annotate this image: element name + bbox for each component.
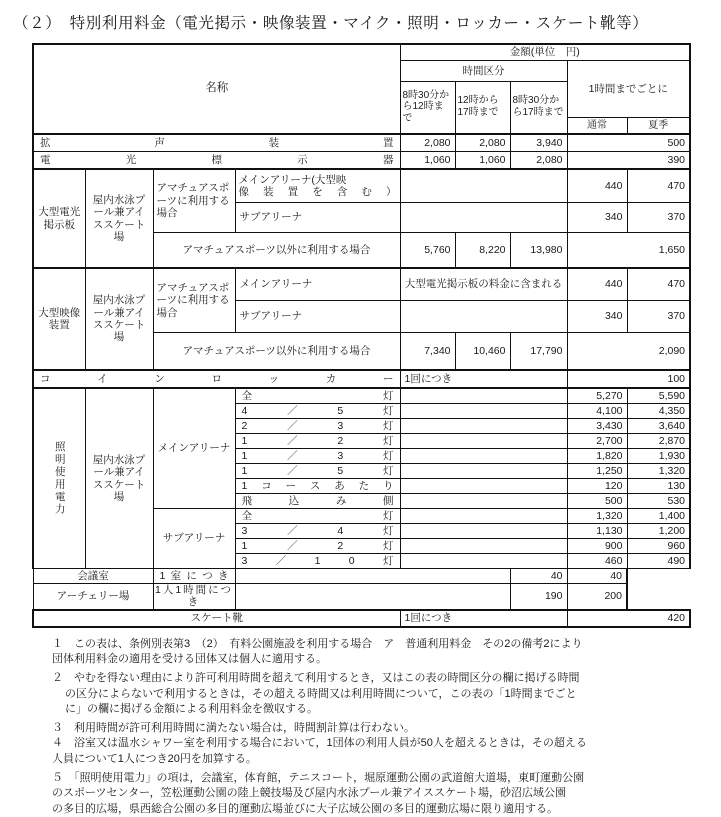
lm3-spread [236,435,400,447]
lighting-main-3-normal: 2,700 [567,434,627,449]
cl-char-3: ロ [211,372,222,385]
archery-label: アーチェリー場 [33,584,153,610]
lighting-sub-0-empty [400,509,567,524]
lighting-sub-2-normal: 900 [567,539,627,554]
archery-summer: 200 [567,584,627,610]
table-header [33,44,690,134]
header-row-1 [33,44,690,61]
lighting-main-1-summer: 4,350 [627,404,690,419]
header-hourly-normal: 通常 [567,118,627,135]
note-5-line-2: の多目的広場，県西総合公園の多目的運動広場並びに大子広域公園の多目的運動広場に限り適用する。 [52,802,558,815]
meeting-room-normal: 40 [510,569,567,584]
ma-char-4: を [312,186,323,198]
page-title: （２） 特別利用料金（電光掲示・映像装置・マイク・照明・ロッカー・スケート靴等） [13,15,649,32]
large-display-main-arena [235,169,400,203]
ls0-c0: 全 [241,509,252,522]
lm5-c2: 5 [337,464,344,477]
ls2-c1: ／ [287,539,298,552]
coin-locker-hourly: 100 [567,370,690,388]
note-3 [52,721,707,737]
lighting-main-5-empty [400,464,567,479]
lm6-c6: り [383,479,394,492]
meeting-room-unit [153,569,235,584]
note-4 [52,736,707,767]
lm6-c4: あ [334,479,345,492]
table-body [33,134,690,627]
ls3-c0: 3 [241,554,248,567]
mr-c3: つ [202,569,213,582]
ma-char-6: む [361,186,372,198]
lm1-c3: 灯 [382,404,394,417]
lm1-spread [236,405,400,417]
sign-char-2: 標 [211,153,222,166]
header-amount: 金額(単位 円) [400,44,690,61]
large-display-sub-time-empty [400,203,567,233]
facility-lighting: 屋内水泳プール兼アイススケート場 [85,388,153,569]
large-video-main-note: 大型電光掲示板の料金に含まれる [400,268,567,301]
note-2-line-1: の区分によらないで利用するときは，その超える時間又は利用時間について，この表の「1時間までごと [65,687,577,700]
amp-char-0: 拡 [40,136,51,149]
ls2-c2: 2 [337,539,344,552]
lm5-c1: ／ [287,464,298,477]
header-time-division: 時間区分 [400,61,567,82]
sign-char-3: 示 [297,153,308,166]
sign-t1: 1,060 [400,152,455,170]
lm7-c0: 飛 [241,494,252,507]
lm6-spread [236,480,400,492]
special-usage-fee-table [32,43,691,628]
group-large-video: 大型映像装置 [33,268,85,370]
lm3-c3: 灯 [382,434,394,447]
lm2-spread [236,420,400,432]
lm6-c5: た [358,479,370,492]
lighting-main-0-summer: 5,590 [627,388,690,404]
mr-c0: 1 [159,569,166,582]
lm7-c3: 側 [382,494,394,507]
lm0-c1: 灯 [383,389,394,402]
amp-char-2: 装 [268,136,280,149]
large-video-na-t1: 7,340 [400,333,455,371]
lm4-c3: 灯 [382,449,394,462]
coin-locker-unit: 1回につき [400,370,567,388]
lm0-spread [236,390,400,402]
lm4-c0: 1 [241,449,248,462]
lighting-sub-3-normal: 460 [567,554,627,569]
lighting-main-2-empty [400,419,567,434]
lighting-main-7-empty [400,494,567,509]
note-1-line-0: １ この表は、条例別表第3 （2） 有料公園施設を利用する場合 ア 普通利用料金 その2の備考2により [52,637,583,650]
lighting-label-wrap [34,441,85,516]
lighting-sub-1-summer: 1,200 [627,524,690,539]
ls0-c1: 灯 [383,509,394,522]
header-hourly: 1時間までごとに [567,61,690,118]
amp-t3: 3,940 [510,134,567,152]
note-5-line-0: ５ 「照明使用電力」の項は，会議室，体育館，テニスコート，堀原運動公園の武道館大道場，東町運動公園 [52,771,585,784]
note-5 [52,771,707,817]
large-video-sub-normal: 340 [567,301,627,333]
lighting-main-6-normal: 120 [567,479,627,494]
lighting-main-4-normal: 1,820 [567,449,627,464]
lighting-main-item-6 [235,479,400,494]
facility-large-display: 屋内水泳プール兼アイススケート場 [85,169,153,268]
meeting-room-empty [235,569,510,584]
lighting-sub-0-normal: 1,320 [567,509,627,524]
large-video-nonamateur-label: アマチュアスポーツ以外に利用する場合 [153,333,400,371]
ma-char-1: 像 [238,186,249,198]
main-arena-name-spread-2 [239,186,397,198]
amp-char-1: 声 [154,136,165,149]
lighting-sub-1-normal: 1,130 [567,524,627,539]
lm7-spread [236,495,400,507]
sign-t3: 2,080 [510,152,567,170]
ls2-c0: 1 [241,539,248,552]
lighting-main-0-empty [400,388,567,404]
large-video-na-t2: 10,460 [455,333,510,371]
large-display-nonamateur-label: アマチュアスポーツ以外に利用する場合 [153,233,400,269]
amplifier-name-spread [34,137,400,149]
lighting-main-item-3 [235,434,400,449]
lighting-sub-1-empty [400,524,567,539]
amp-char-3: 置 [382,136,394,149]
sign-hourly: 390 [567,152,690,170]
row-name-amplifier [33,134,400,152]
ma-char-5: 含 [336,186,348,198]
lighting-sub-item-1 [235,524,400,539]
lm3-c2: 2 [337,434,344,447]
large-video-sub-arena: サブアリーナ [235,301,400,333]
lighting-sub-item-3 [235,554,400,569]
lighting-main-7-summer: 530 [627,494,690,509]
lighting-main-5-normal: 1,250 [567,464,627,479]
large-display-na-t1: 5,760 [400,233,455,269]
lighting-main-6-empty [400,479,567,494]
large-video-sub-time-empty [400,301,567,333]
ls1-spread [236,525,400,537]
lm1-c1: ／ [287,404,298,417]
large-video-na-t3: 17,790 [510,333,567,371]
large-display-na-hourly: 1,650 [567,233,690,269]
large-video-sub-summer: 370 [627,301,690,333]
lm0-c0: 全 [241,389,252,402]
ls2-spread [236,540,400,552]
large-display-sub-normal: 340 [567,203,627,233]
lm4-c2: 3 [337,449,344,462]
table-row-amplifier [33,134,690,152]
lighting-sub-2-empty [400,539,567,554]
header-time-col-2: 12時から17時まで [455,81,510,134]
lm1-c0: 4 [241,404,248,417]
lm2-c1: ／ [287,419,298,432]
notes-section [0,637,721,817]
note-1-line-1: 団体利用料金の適用を受ける団体又は個人に適用する。 [52,653,327,666]
archery-unit: 1人1時間につき [153,584,235,610]
lm3-c1: ／ [287,434,298,447]
lighting-main-3-empty [400,434,567,449]
large-display-sub-summer: 370 [627,203,690,233]
note-5-line-1: のスポーツセンター，笠松運動公園の陸上競技場及び屋内水泳プール兼アイススケート場，砂沼広域公園 [52,787,567,800]
lm5-spread [236,465,400,477]
cl-char-6: ー [382,372,394,385]
table-row-skate-shoes [33,610,690,627]
lighting-sub-3-empty [400,554,567,569]
skate-shoes-label: スケート靴 [33,610,400,627]
large-display-main-summer: 470 [627,169,690,203]
row-name-signboard [33,152,400,170]
large-video-na-hourly: 2,090 [567,333,690,371]
ls1-c2: 4 [337,524,344,537]
cl-char-2: ン [154,372,165,385]
note-4-line-1: 人員について1人につき20円を加算する。 [52,753,257,766]
lighting-main-3-summer: 2,870 [627,434,690,449]
cl-char-0: コ [40,372,51,385]
ls1-c3: 灯 [382,524,394,537]
lighting-main-item-1 [235,404,400,419]
table-row-archery [33,584,690,610]
lm2-c0: 2 [241,419,248,432]
table-row-meeting-room [33,569,690,584]
mr-c4: き [217,569,229,582]
lm6-c1: コ [261,479,272,492]
header-time-col-1: 8時30分から12時まで [400,81,455,134]
lighting-main-5-summer: 1,320 [627,464,690,479]
skate-shoes-hourly: 420 [567,610,690,627]
lighting-main-item-4 [235,449,400,464]
lighting-sub-item-2 [235,539,400,554]
amp-t1: 2,080 [400,134,455,152]
large-display-na-t2: 8,220 [455,233,510,269]
lighting-main-item-2 [235,419,400,434]
ls1-c0: 3 [241,524,248,537]
ls3-c1: ／ [275,554,287,567]
ma-char-7: ） [385,186,397,198]
ma-char-3: 置 [287,186,299,198]
note-2-line-2: に」の欄に掲げる金額による利用料金を徴収する。 [65,703,318,716]
lighting-sub-arena-label: サブアリーナ [153,509,235,569]
lighting-main-item-0 [235,388,400,404]
large-video-main-arena: メインアリーナ [235,268,400,301]
amp-hourly: 500 [567,134,690,152]
lm3-c0: 1 [241,434,248,447]
lm2-c2: 3 [337,419,344,432]
header-time-col-3: 8時30分から17時まで [510,81,567,134]
group-lighting [33,388,85,569]
lm2-c3: 灯 [382,419,394,432]
lm1-c2: 5 [337,404,344,417]
ls3-c3: 0 [348,554,355,567]
lm5-c0: 1 [241,464,248,477]
ls3-spread [236,555,400,567]
large-video-amateur-label: アマチュアスポーツに利用する場合 [153,268,235,333]
large-display-main-time-empty [400,169,567,203]
sign-char-1: 光 [125,153,137,166]
mr-c1: 室 [170,569,182,582]
lighting-main-item-7 [235,494,400,509]
note-2-line-0: ２ やむを得ない理由により許可利用時間を超えて利用するとき，又はこの表の時間区分の欄に掲げる時間 [52,671,580,684]
group-large-display: 大型電光掲示板 [33,169,85,268]
fee-table-container [32,43,689,628]
sign-char-4: 器 [383,153,394,166]
lm5-c3: 灯 [382,464,394,477]
note-2 [52,671,707,718]
lm4-c1: ／ [287,449,298,462]
ls1-c1: ／ [287,524,298,537]
cl-char-4: ッ [268,372,280,385]
large-display-na-t3: 13,980 [510,233,567,269]
table-row-coin-locker [33,370,690,388]
ls0-spread [236,510,400,522]
lighting-main-2-normal: 3,430 [567,419,627,434]
lighting-main-2-summer: 3,640 [627,419,690,434]
lighting-main-4-summer: 1,930 [627,449,690,464]
lighting-sub-3-summer: 490 [627,554,690,569]
coin-locker-name-spread [34,373,400,385]
lighting-sub-item-0 [235,509,400,524]
note-4-line-0: ４ 浴室又は温水シャワー室を利用する場合において，1団体の利用人員が50人を超えるときは，その超える [52,737,587,750]
facility-large-video: 屋内水泳プール兼アイススケート場 [85,268,153,370]
archery-normal: 190 [510,584,567,610]
ls3-c4: 灯 [382,554,394,567]
lighting-main-7-normal: 500 [567,494,627,509]
amp-t2: 2,080 [455,134,510,152]
large-display-amateur-label: アマチュアスポーツに利用する場合 [153,169,235,233]
lighting-sub-2-summer: 960 [627,539,690,554]
header-name-column: 名称 [33,44,400,134]
mr-spread [154,570,235,582]
lighting-main-arena-label: メインアリーナ [153,388,235,509]
note-3-line-0: ３ 利用時間が許可利用時間に満たない場合は，時間割計算は行わない。 [52,721,415,734]
cl-char-1: イ [97,372,108,385]
row-name-coin-locker [33,370,400,388]
lighting-main-4-empty [400,449,567,464]
lighting-main-1-empty [400,404,567,419]
lighting-group-label: 照明使用電力 [53,441,66,516]
lm7-c2: み [335,494,347,507]
table-row-large-display-main [33,169,690,203]
skate-shoes-unit: 1回につき [400,610,567,627]
meeting-room-label: 会議室 [33,569,153,584]
lighting-main-item-5 [235,464,400,479]
ls2-c3: 灯 [382,539,394,552]
ma-char-0: メインアリーナ(大型映 [238,173,347,186]
large-video-main-summer: 470 [627,268,690,301]
lm6-c3: ス [309,479,321,492]
mr-c2: に [186,569,197,582]
lm6-c0: 1 [241,479,248,492]
signboard-name-spread [34,154,400,166]
ma-char-2: 装 [263,186,274,198]
meeting-room-summer: 40 [567,569,627,584]
archery-empty [235,584,510,610]
lm7-c1: 込 [288,494,300,507]
large-video-main-normal: 440 [567,268,627,301]
large-display-main-normal: 440 [567,169,627,203]
lighting-main-6-summer: 130 [627,479,690,494]
note-1 [52,637,707,668]
cl-char-5: カ [325,372,337,385]
ls3-c2: 1 [314,554,321,567]
sign-t2: 1,060 [455,152,510,170]
lighting-main-1-normal: 4,100 [567,404,627,419]
lm6-c2: ー [285,479,297,492]
lighting-sub-0-summer: 1,400 [627,509,690,524]
lighting-main-0-normal: 5,270 [567,388,627,404]
lm4-spread [236,450,400,462]
main-arena-name-spread [239,174,397,186]
large-display-sub-arena: サブアリーナ [235,203,400,233]
table-row-lighting-main-0 [33,388,690,404]
sign-char-0: 電 [40,153,51,166]
table-row-signboard [33,152,690,170]
header-hourly-summer: 夏季 [627,118,690,135]
table-row-large-video-main [33,268,690,301]
